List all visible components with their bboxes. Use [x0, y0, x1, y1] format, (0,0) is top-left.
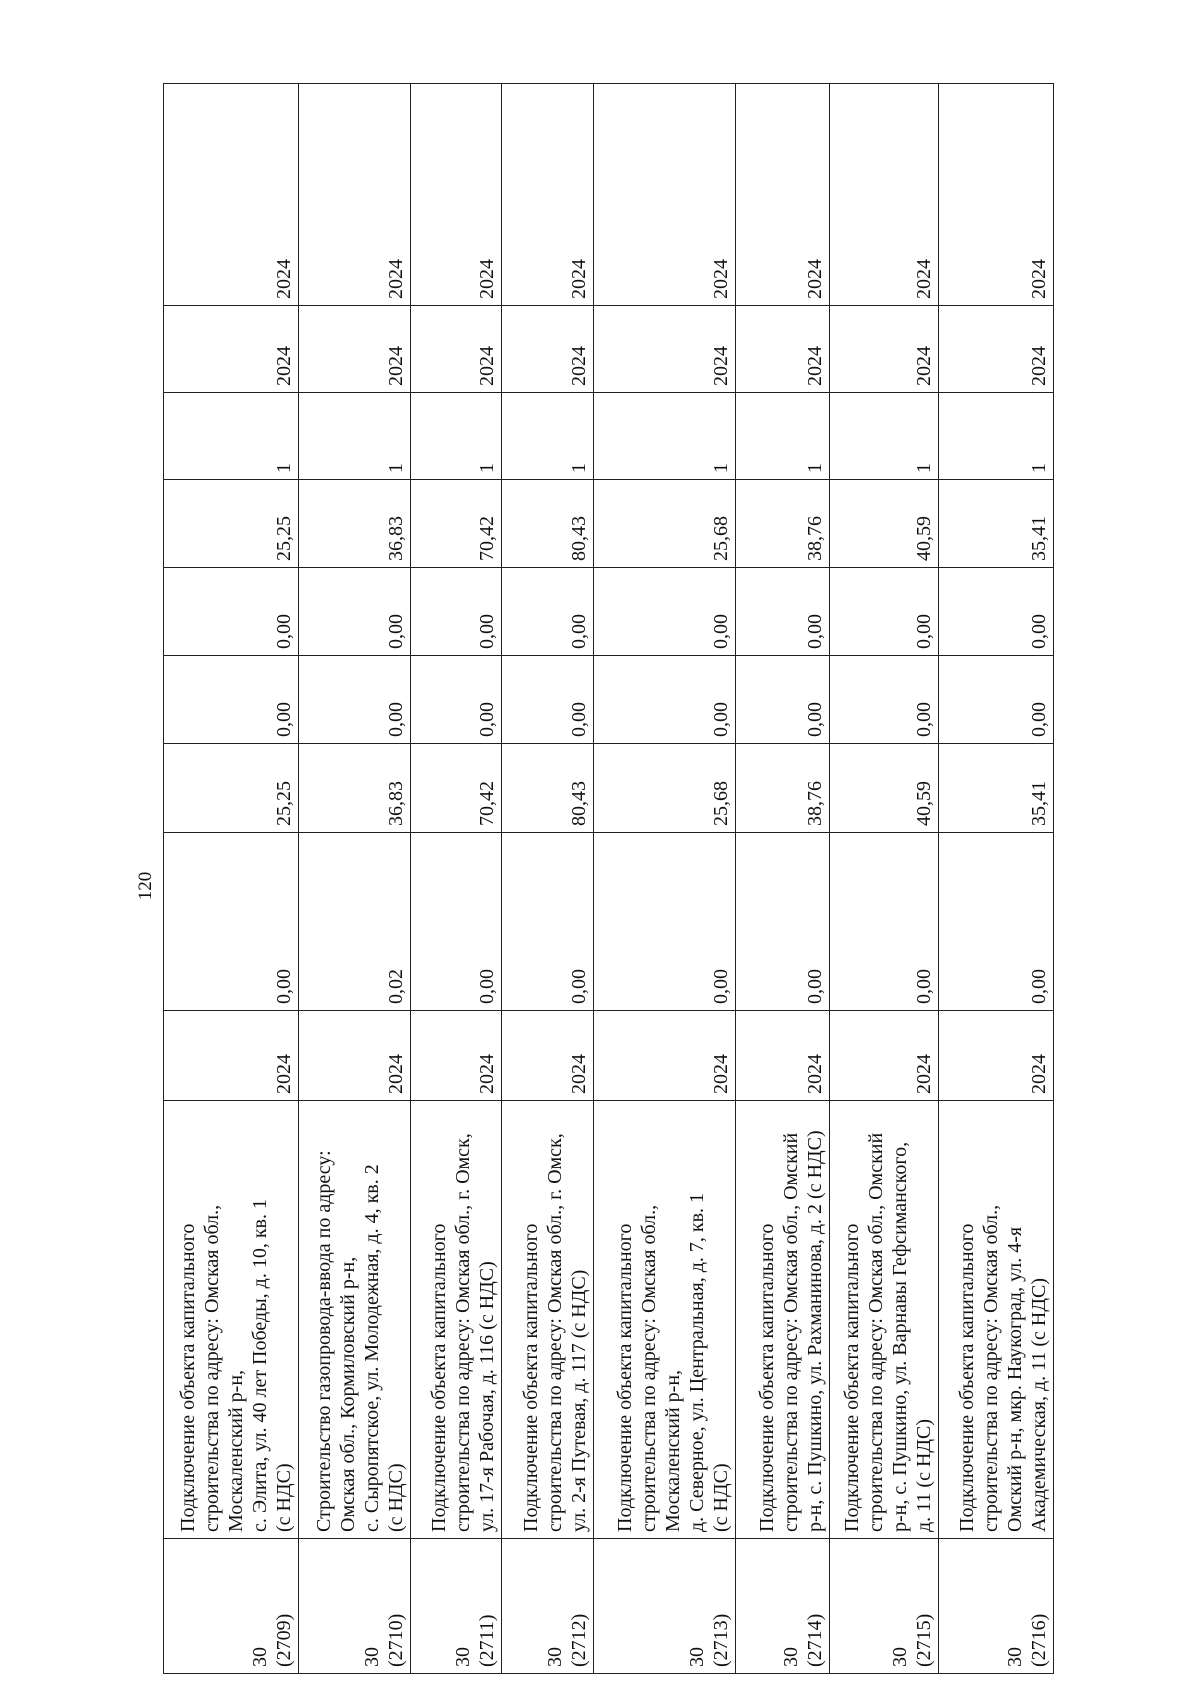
description-line: строительства по адресу: Омская обл., г. Омск, — [543, 1133, 566, 1532]
object-description-cell — [829, 1101, 938, 1539]
value-cell: 80,43 — [502, 744, 594, 833]
year-cell: 2024 — [593, 306, 735, 393]
table-body — [164, 84, 1054, 1674]
count-cell: 1 — [410, 393, 502, 480]
row-number-cell — [164, 1539, 299, 1674]
row-number-cell — [938, 1539, 1053, 1674]
value-cell: 25,68 — [593, 480, 735, 568]
description-line: р-н, с. Пушкино, ул. Варнавы Гефсиманского, — [888, 1141, 911, 1532]
year-cell: 2024 — [938, 306, 1053, 393]
description-line: Москаленский р-н, — [224, 1369, 247, 1532]
description-line: д. Северное, ул. Центральная, д. 7, кв. 1 — [686, 1192, 709, 1532]
table-row — [938, 84, 1053, 1674]
investment-table — [163, 83, 1054, 1674]
description-line: Подключение объекта капитального — [755, 1223, 778, 1532]
count-cell: 1 — [298, 393, 410, 480]
start-year-cell: 2024 — [829, 1011, 938, 1101]
value-cell: 0,00 — [164, 568, 299, 656]
description-line: Подключение объекта капитального — [840, 1223, 863, 1532]
row-number: 30 — [452, 1647, 475, 1667]
row-number: 30 — [686, 1647, 709, 1667]
start-year-cell: 2024 — [593, 1011, 735, 1101]
value-cell: 25,68 — [593, 744, 735, 833]
count-cell: 1 — [829, 393, 938, 480]
row-code: (2712) — [567, 1613, 590, 1667]
row-code: (2711) — [476, 1614, 499, 1667]
count-cell: 1 — [736, 393, 830, 480]
row-number: 30 — [248, 1647, 271, 1667]
value-cell: 0,00 — [410, 833, 502, 1011]
object-description-cell — [298, 1101, 410, 1539]
table-row — [298, 84, 410, 1674]
year-cell: 2024 — [164, 84, 299, 306]
description-line: Омская обл., Кормиловский р-н, — [336, 1256, 359, 1532]
value-cell: 0,00 — [593, 833, 735, 1011]
year-cell: 2024 — [829, 306, 938, 393]
description-line: Подключение объекта капитального — [176, 1223, 199, 1532]
year-cell: 2024 — [736, 84, 830, 306]
value-cell: 0,00 — [829, 656, 938, 744]
value-cell: 70,42 — [410, 480, 502, 568]
year-cell: 2024 — [938, 84, 1053, 306]
value-cell: 0,00 — [593, 656, 735, 744]
description-line: с. Элита, ул. 40 лет Победы, д. 10, кв. 1 — [248, 1199, 271, 1532]
row-code: (2709) — [272, 1613, 295, 1667]
table-row — [736, 84, 830, 1674]
value-cell: 40,59 — [829, 480, 938, 568]
description-line: Академическая, д. 11 (с НДС) — [1028, 1277, 1050, 1532]
year-cell: 2024 — [829, 84, 938, 306]
row-number-cell — [736, 1539, 830, 1674]
object-description-cell — [593, 1101, 735, 1539]
row-number: 30 — [543, 1647, 566, 1667]
year-cell: 2024 — [164, 306, 299, 393]
year-cell: 2024 — [736, 306, 830, 393]
value-cell: 25,25 — [164, 480, 299, 568]
description-line: строительства по адресу: Омская обл., — [980, 1204, 1002, 1532]
count-cell: 1 — [502, 393, 594, 480]
value-cell: 70,42 — [410, 744, 502, 833]
description-line: строительства по адресу: Омская обл., Омский — [864, 1132, 887, 1532]
row-number-cell — [298, 1539, 410, 1674]
value-cell: 0,00 — [736, 656, 830, 744]
object-description-cell — [164, 1101, 299, 1539]
start-year-cell: 2024 — [938, 1011, 1053, 1101]
row-code: (2714) — [803, 1613, 826, 1667]
count-cell: 1 — [938, 393, 1053, 480]
value-cell: 0,00 — [736, 568, 830, 656]
row-number-cell — [593, 1539, 735, 1674]
description-line: ул. 2-я Путевая, д. 117 (с НДС) — [567, 1269, 590, 1532]
start-year-cell: 2024 — [298, 1011, 410, 1101]
row-number: 30 — [779, 1647, 802, 1667]
value-cell: 0,00 — [410, 568, 502, 656]
rotated-table-wrapper — [163, 84, 1054, 1674]
description-line: Москаленский р-н, — [662, 1369, 685, 1532]
start-year-cell: 2024 — [410, 1011, 502, 1101]
count-cell: 1 — [593, 393, 735, 480]
description-line: Подключение объекта капитального — [519, 1223, 542, 1532]
value-cell: 0,00 — [298, 656, 410, 744]
value-cell: 35,41 — [938, 744, 1053, 833]
description-line: (с НДС) — [272, 1463, 295, 1532]
table-row — [829, 84, 938, 1674]
description-line: Строительство газопровода-ввода по адресу: — [312, 1150, 335, 1532]
description-line: Омский р-н, мкр. Наукоград, ул. 4-я — [1004, 1226, 1026, 1532]
value-cell: 0,00 — [502, 833, 594, 1011]
value-cell: 38,76 — [736, 744, 830, 833]
description-line: строительства по адресу: Омская обл., — [638, 1204, 661, 1532]
table-row — [410, 84, 502, 1674]
count-cell: 1 — [164, 393, 299, 480]
year-cell: 2024 — [410, 306, 502, 393]
value-cell: 0,00 — [938, 833, 1053, 1011]
object-description-cell — [502, 1101, 594, 1539]
description-line: (с НДС) — [710, 1463, 733, 1532]
description-line: ул. 17-я Рабочая, д. 116 (с НДС) — [476, 1261, 499, 1532]
start-year-cell: 2024 — [736, 1011, 830, 1101]
row-code: (2710) — [384, 1613, 407, 1667]
row-code: (2716) — [1028, 1613, 1050, 1667]
value-cell: 80,43 — [502, 480, 594, 568]
description-line: (с НДС) — [384, 1463, 407, 1532]
value-cell: 0,00 — [829, 568, 938, 656]
value-cell: 35,41 — [938, 480, 1053, 568]
object-description-cell — [410, 1101, 502, 1539]
value-cell: 0,00 — [938, 656, 1053, 744]
row-code: (2715) — [912, 1613, 935, 1667]
value-cell: 0,00 — [164, 656, 299, 744]
value-cell: 0,00 — [298, 568, 410, 656]
value-cell: 0,00 — [829, 833, 938, 1011]
value-cell: 40,59 — [829, 744, 938, 833]
table-row — [593, 84, 735, 1674]
value-cell: 0,00 — [736, 833, 830, 1011]
year-cell: 2024 — [298, 84, 410, 306]
description-line: Подключение объекта капитального — [614, 1223, 637, 1532]
row-number: 30 — [888, 1647, 911, 1667]
value-cell: 0,00 — [164, 833, 299, 1011]
value-cell: 36,83 — [298, 480, 410, 568]
description-line: строительства по адресу: Омская обл., — [200, 1204, 223, 1532]
value-cell: 0,00 — [593, 568, 735, 656]
row-code: (2713) — [710, 1613, 733, 1667]
row-number-cell — [829, 1539, 938, 1674]
value-cell: 25,25 — [164, 744, 299, 833]
table-row — [502, 84, 594, 1674]
row-number-cell — [410, 1539, 502, 1674]
value-cell: 0,00 — [938, 568, 1053, 656]
start-year-cell: 2024 — [164, 1011, 299, 1101]
value-cell: 0,00 — [502, 656, 594, 744]
description-line: Подключение объекта капитального — [956, 1223, 978, 1532]
object-description-cell — [938, 1101, 1053, 1539]
row-number: 30 — [360, 1647, 383, 1667]
year-cell: 2024 — [593, 84, 735, 306]
row-number-cell — [502, 1539, 594, 1674]
value-cell: 0,00 — [502, 568, 594, 656]
object-description-cell — [736, 1101, 830, 1539]
page-number: 120 — [135, 871, 156, 901]
year-cell: 2024 — [502, 306, 594, 393]
year-cell: 2024 — [298, 306, 410, 393]
value-cell: 36,83 — [298, 744, 410, 833]
description-line: д. 11 (с НДС) — [912, 1418, 935, 1532]
value-cell: 0,02 — [298, 833, 410, 1011]
start-year-cell: 2024 — [502, 1011, 594, 1101]
description-line: строительства по адресу: Омская обл., г. Омск, — [452, 1133, 475, 1532]
description-line: строительства по адресу: Омская обл., Омский — [779, 1132, 802, 1532]
description-line: р-н, с. Пушкино, ул. Рахманинова, д. 2 (с НДС) — [803, 1130, 826, 1532]
row-number: 30 — [1004, 1647, 1026, 1667]
description-line: с. Сыропятское, ул. Молодежная, д. 4, кв. 2 — [360, 1164, 383, 1532]
description-line: Подключение объекта капитального — [428, 1223, 451, 1532]
year-cell: 2024 — [502, 84, 594, 306]
value-cell: 38,76 — [736, 480, 830, 568]
value-cell: 0,00 — [410, 656, 502, 744]
table-row — [164, 84, 299, 1674]
year-cell: 2024 — [410, 84, 502, 306]
